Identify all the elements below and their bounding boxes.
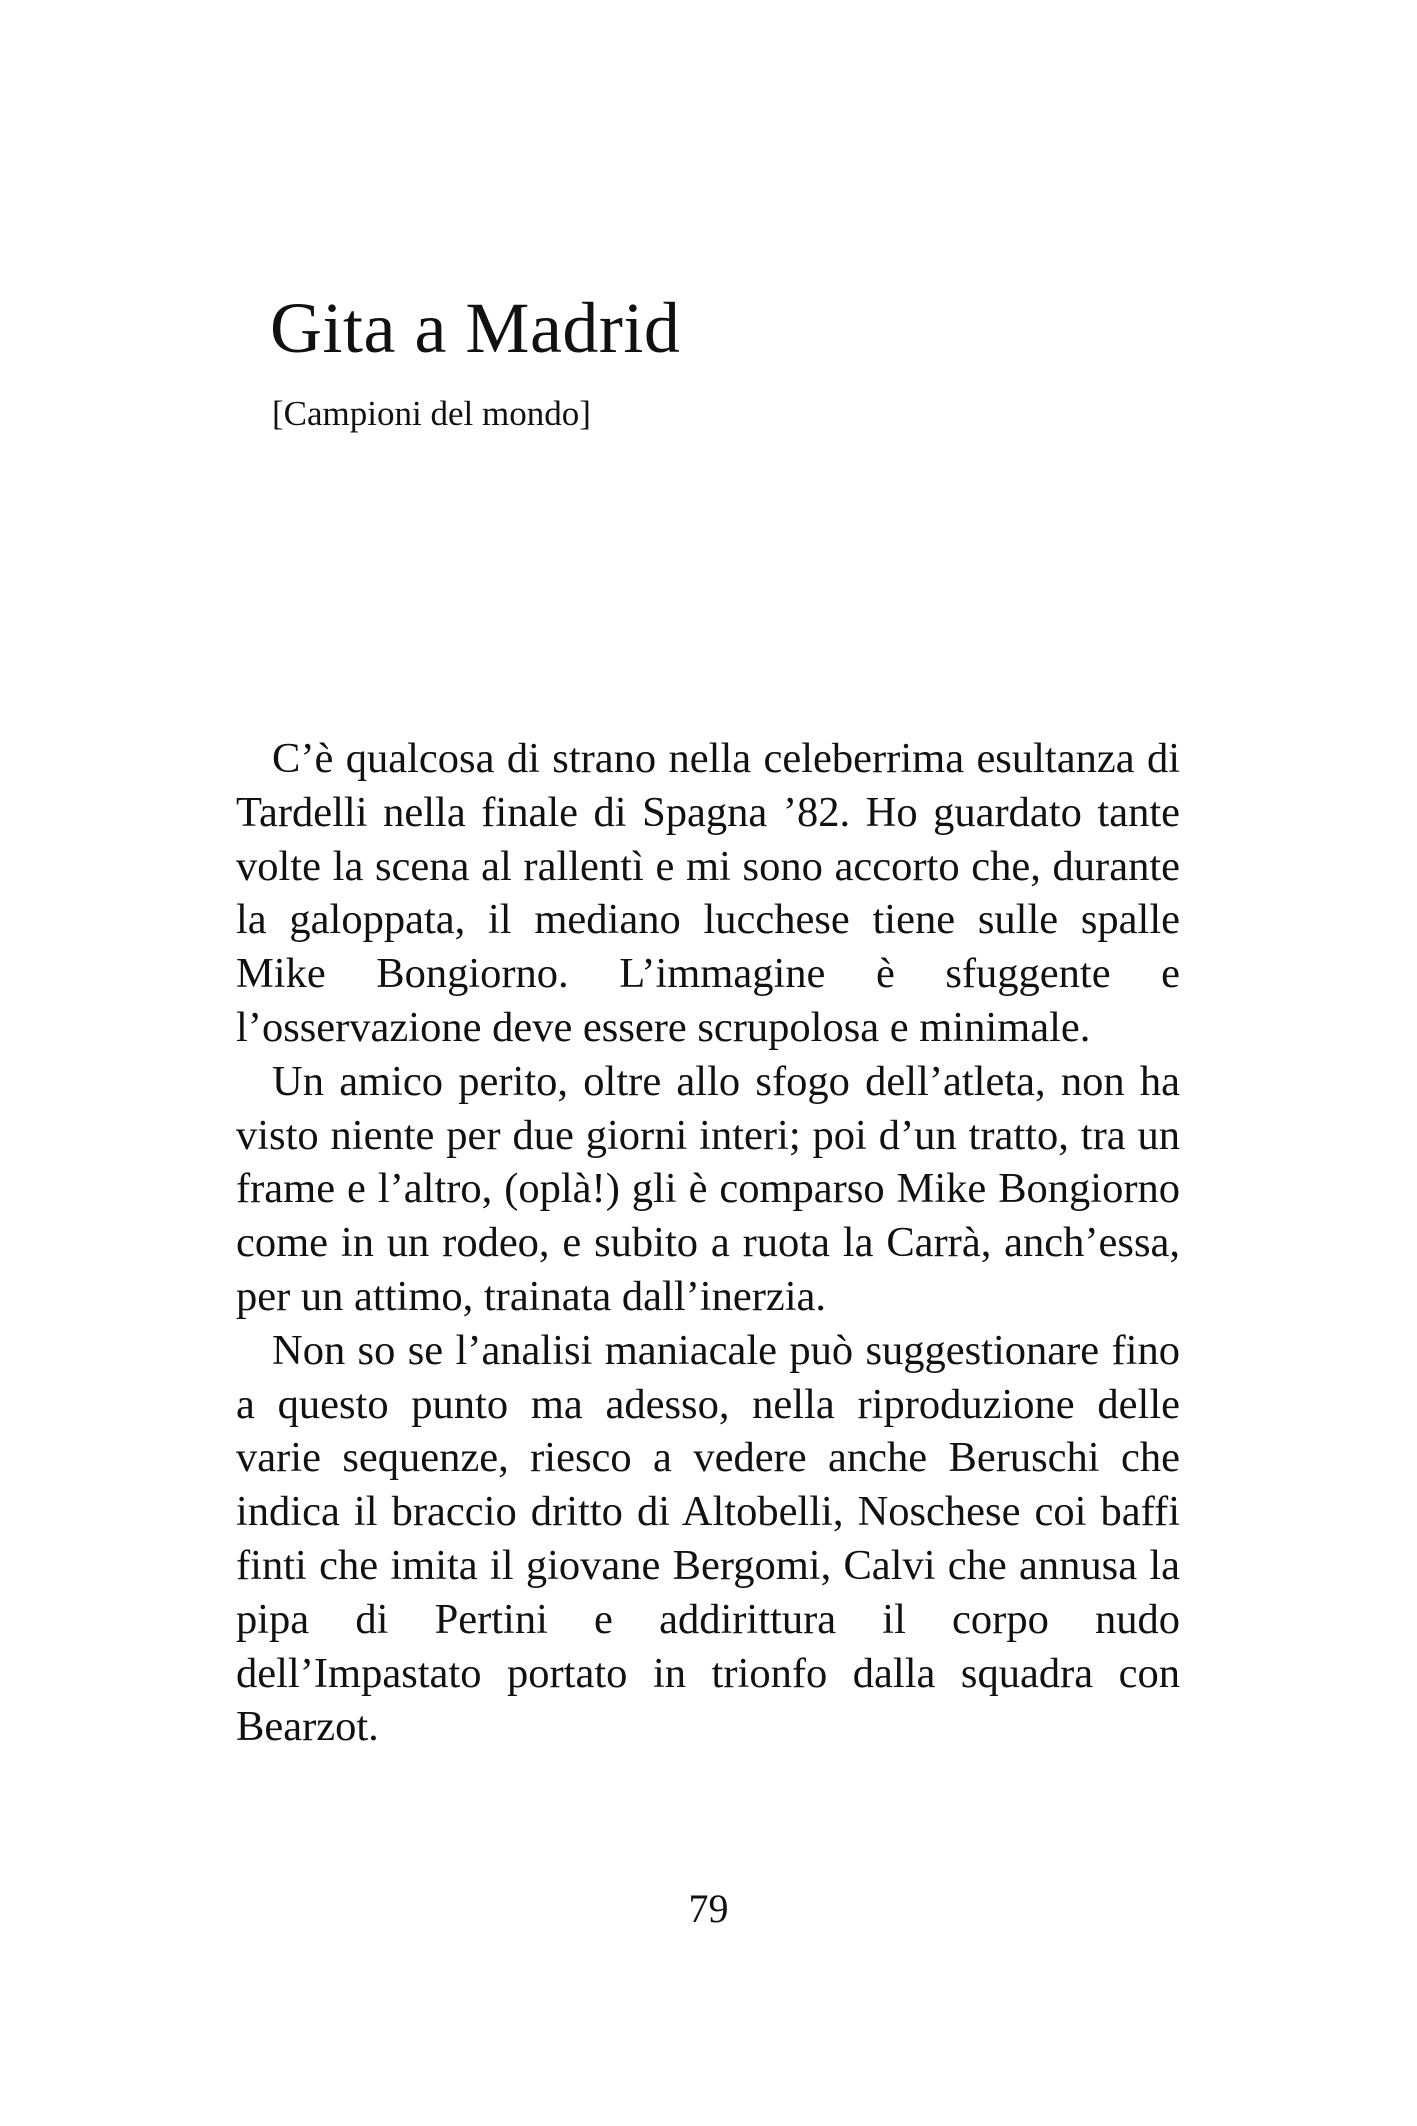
paragraph-1: C’è qualcosa di strano nella celeberrima esultanza di Tardelli nella finale di Spagna ’82. Ho guardato tante volte la scena al rallentì e mi sono accorto che, durante la galoppata, il mediano lucchese tiene sulle spalle Mike Bongiorno. L’immagine è sfuggente e l’osservazione deve essere scrupolosa e minimale. [236, 735, 1180, 1051]
page-number: 79 [688, 1886, 729, 1931]
chapter-subtitle: [Campioni del mondo] [272, 394, 591, 433]
paragraph-2: Un amico perito, oltre allo sfogo dell’atleta, non ha visto niente per due giorni interi; poi d’un tratto, tra un frame e l’altro, (oplà!) gli è comparso Mike Bongiorno come in un rodeo, e subito a ruota la Carrà, anch’essa, per un attimo, trainata dall’inerzia. [236, 1057, 1180, 1320]
paragraph-3: Non so se l’analisi maniacale può suggestionare fino a questo punto ma adesso, nella riproduzione delle varie sequenze, riesco a vedere anche Beruschi che indica il braccio dritto di Altobelli, Noschese coi baffi finti che imita il giovane Bergomi, Calvi che annusa la pipa di Pertini e addirittura il corpo nudo dell’Impastato portato in trionfo dalla squadra con Bearzot. [236, 1326, 1180, 1751]
chapter-title: Gita a Madrid [270, 288, 681, 368]
body-text [236, 732, 1180, 1754]
